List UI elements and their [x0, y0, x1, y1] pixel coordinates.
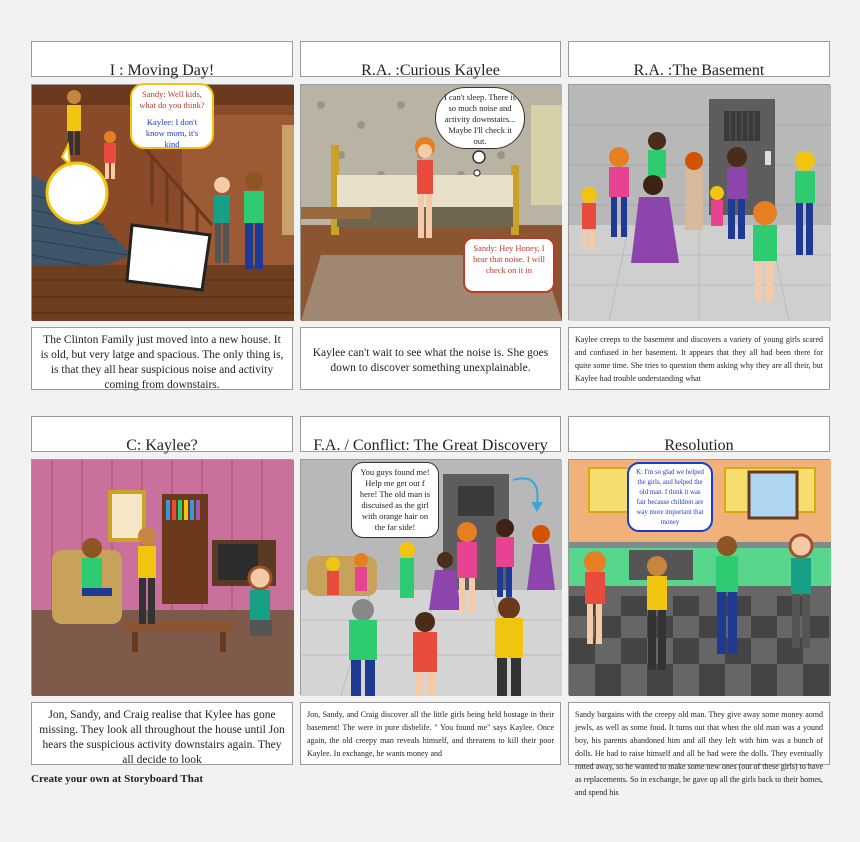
panel-2-title-box [300, 41, 561, 77]
panel-4-scene [31, 459, 293, 695]
storyboard-that-credit[interactable]: Create your own at Storyboard That [31, 773, 204, 785]
panel-3-description: Kaylee creeps to the basement and discovers a variety of young girls scared and confused in her basement. It appears that they all had been there for quite some time. She tries to question them asking why they are all their, but Kaylee had trouble understanding what [568, 327, 830, 390]
panel-6-title-box [568, 416, 830, 452]
panel-3-title-box [568, 41, 830, 77]
panel-4-title-box [31, 416, 293, 452]
panel-1-title-box [31, 41, 293, 77]
panel-2-scene [300, 84, 561, 320]
sandy-speech-bubble-2 [463, 237, 555, 293]
panel-6-description: Sandy bargains with the creepy old man. They give away some money aomd jewls, as well as some food. It turns out that when the old man was a yound boy, his parents abandoned him and all they left with him was a bunch of dolls. He had to raise himself and all he had were the dolls. They eventually rotted away, so he wanted to make some new ones (out of these girls) to have as replacements. So in exchange, he gave up all the girls back to their homes, and spend his [568, 702, 830, 765]
panel-5-description: Jon, Sandy, and Craig discover all the little girls being held hostage in their basement! The were in pure disbelife. " You found me" says Kaylee. Once again, the old creepy man reveals himself, and threatens to kill their poor Kaylee. In exchange, he wants money and [300, 702, 561, 765]
kaylee-speech-bubble [351, 462, 439, 538]
panel-1-description: The Clinton Family just moved into a new house. It is old, but very latge and spacious. The only thing is, is that they all hear suspicious noise and activity coming from downstairs. [31, 327, 293, 390]
panel-5-scene [300, 459, 561, 695]
panel-3-title: R.A. :The Basement [633, 62, 765, 79]
sandy-line-2: Sandy: Hey Honey, I hear that noise. I will check on it in [473, 243, 545, 275]
kaylee-thought-bubble [435, 87, 525, 149]
panel-6-title: Resolution [664, 437, 734, 454]
panel-2-description: Kaylee can't wait to see what the noise is. She goes down to discover something unexplainable. [300, 327, 561, 390]
panel-2-title: R.A. :Curious Kaylee [361, 62, 500, 79]
kaylee-line-3: K: I'm so glad we helped the girls, and helped the old man. I think it was fair because children are way more important that money [636, 469, 704, 526]
panel-5-title-box [300, 416, 561, 452]
panel-1-title: I : Moving Day! [109, 62, 215, 79]
kaylee-thought-text: I can't sleep. There is so much noise and activity downstairs... Maybe I'll check it out. [444, 92, 516, 146]
panel-4-description: Jon, Sandy, and Craig realise that Kylee has gone missing. They look all throughout the house until Jon hears the suspicious activity downstairs again. They all decide to look [31, 702, 293, 765]
panel-3-scene [568, 84, 830, 320]
panel-1-scene [31, 84, 293, 320]
kaylee-line-2: You guys found me! Help me get out f here! The old man is discuised as the girl with orange hair on the far side! [359, 467, 431, 532]
living-room-illustration [32, 460, 294, 696]
panel-4-title: C: Kaylee? [126, 437, 198, 454]
kaylee-line: Kaylee: I don't know mom, it's kind [145, 117, 199, 149]
basement-illustration [569, 85, 831, 321]
panel-6-scene [568, 459, 830, 695]
sandy-speech-bubble [130, 83, 214, 149]
panel-5-title: F.A. / Conflict: The Great Discovery [313, 437, 548, 454]
sandy-line: Sandy: Well kids, what do you think? [139, 89, 205, 110]
kaylee-speech-bubble-2 [627, 462, 713, 532]
